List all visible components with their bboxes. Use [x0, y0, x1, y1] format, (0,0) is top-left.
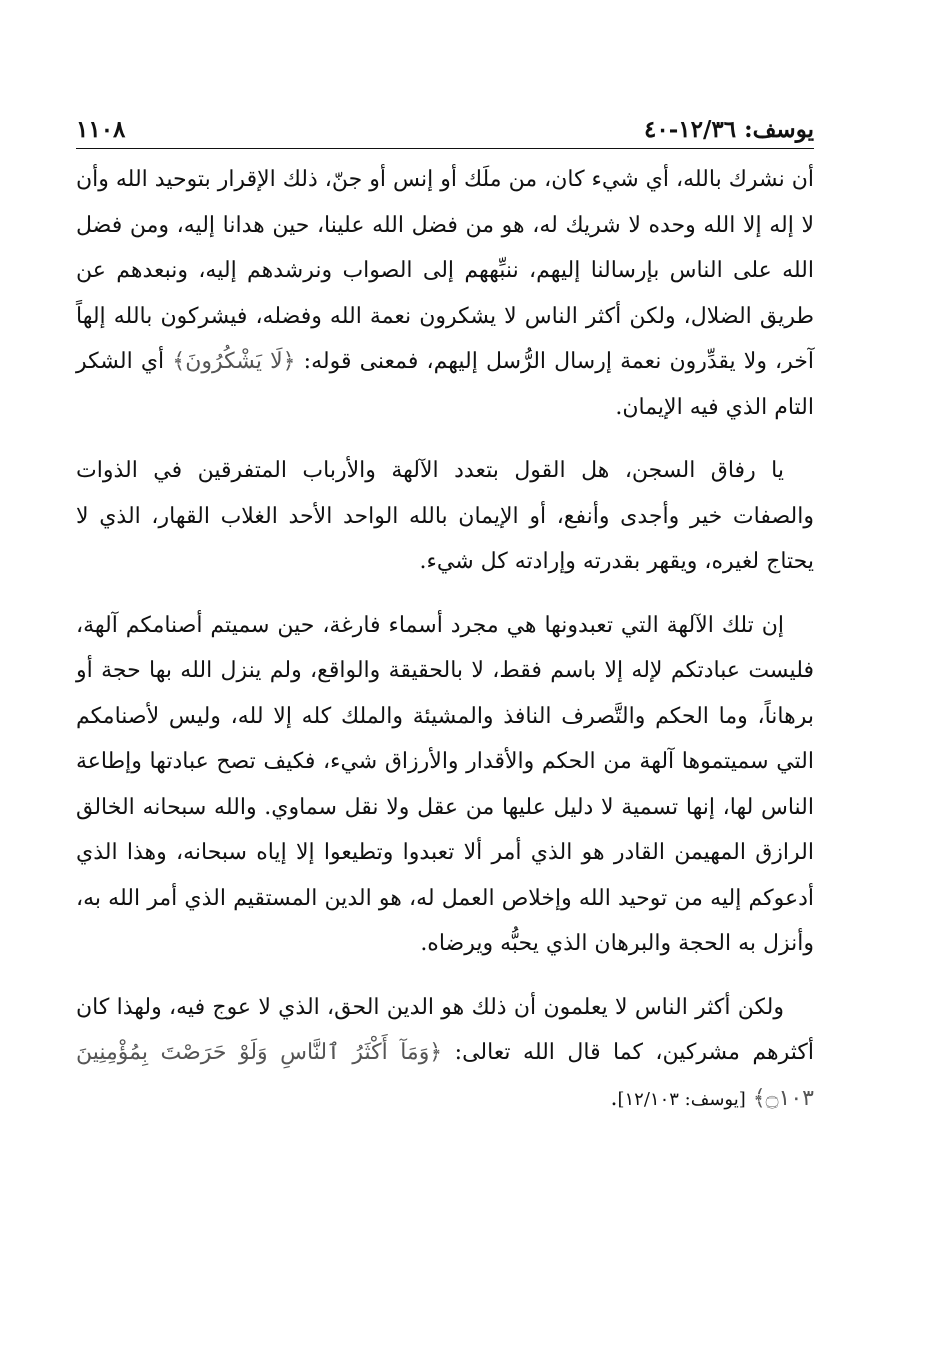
body-text [76, 157, 814, 1122]
paragraph [76, 448, 814, 585]
page-header [76, 112, 814, 149]
paragraph [76, 157, 814, 430]
verse-citation: [يوسف: ١٢/١٠٣] [617, 1088, 746, 1110]
text-span: أي الشكر التام الذي فيه الإيمان. [76, 349, 814, 420]
book-page [76, 112, 814, 1292]
paragraph [76, 603, 814, 967]
page-number: ١١٠٨ [76, 116, 126, 143]
quran-verse: ﴿لَا يَشْكُرُونَ﴾ [172, 349, 296, 374]
surah-reference: يوسف: ١٢/٣٦-٤٠ [644, 116, 814, 143]
text-span: أن نشرك بالله، أي شيء كان، من ملَك أو إنس أو جنّ، ذلك الإقرار بتوحيد الله وأن لا إله إلا الله وحده لا شريك له، هو من فضل الله علينا، حين هدانا إليه، ومن فضل الله على الناس بإرسالنا إليهم، ننبِّههم إلى الصواب ونرشدهم إليه، ونبعدهم عن طريق الضلال، ولكن أكثر الناس لا يشكرون نعمة الله وفضله، فيشركون بالله إلهاً آخر، ولا يقدِّرون نعمة إرسال الرُّسل إليهم، فمعنى قوله: [76, 167, 815, 374]
text-span: يا رفاق السجن، هل القول بتعدد الآلهة والأرباب المتفرقين في الذوات والصفات خير وأجدى وأنفع، أو الإيمان بالله الواحد الأحد الغلاب القهار، الذي لا يحتاج لغيره، ويقهر بقدرته وإرادته كل شيء. [76, 458, 814, 574]
text-span: إن تلك الآلهة التي تعبدونها هي مجرد أسماء فارغة، حين سميتم أصنامكم آلهة، فليست عبادتكم لإله إلا باسم فقط، لا بالحقيقة والواقع، ولم ينزل الله بها حجة أو برهاناً، وما الحكم والتَّصرف النافذ والمشيئة والملك كله إلا لله، وليس لأصنامكم التي سميتموها آلهة من الحكم والأقدار والأرزاق شيء، فكيف تصح عبادتها وإطاعة الناس لها، إنها تسمية لا دليل عليها من عقل ولا نقل سماوي. والله سبحانه الخالق الرازق المهيمن القادر هو الذي أمر ألا تعبدوا وتطيعوا إلا إياه سبحانه، وهذا الذي أدعوكم إليه من توحيد الله وإخلاص العمل له، هو الدين المستقيم الذي أمر الله به، وأنزل به الحجة والبرهان الذي يحبُّه ويرضاه. [76, 612, 814, 956]
paragraph [76, 985, 814, 1123]
text-span [746, 1086, 753, 1111]
text-span: . [610, 1085, 618, 1111]
text-span: ولكن أكثر الناس لا يعلمون أن ذلك هو الدين الحق، الذي لا عوج فيه، ولهذا كان أكثرهم مشركين، كما قال الله تعالى: [76, 994, 814, 1065]
quran-verse: ﴿وَمَآ أَكْثَرُ ٱلنَّاسِ وَلَوْ حَرَصْتَ بِمُؤْمِنِينَ ۝١٠٣﴾ [76, 1040, 814, 1111]
